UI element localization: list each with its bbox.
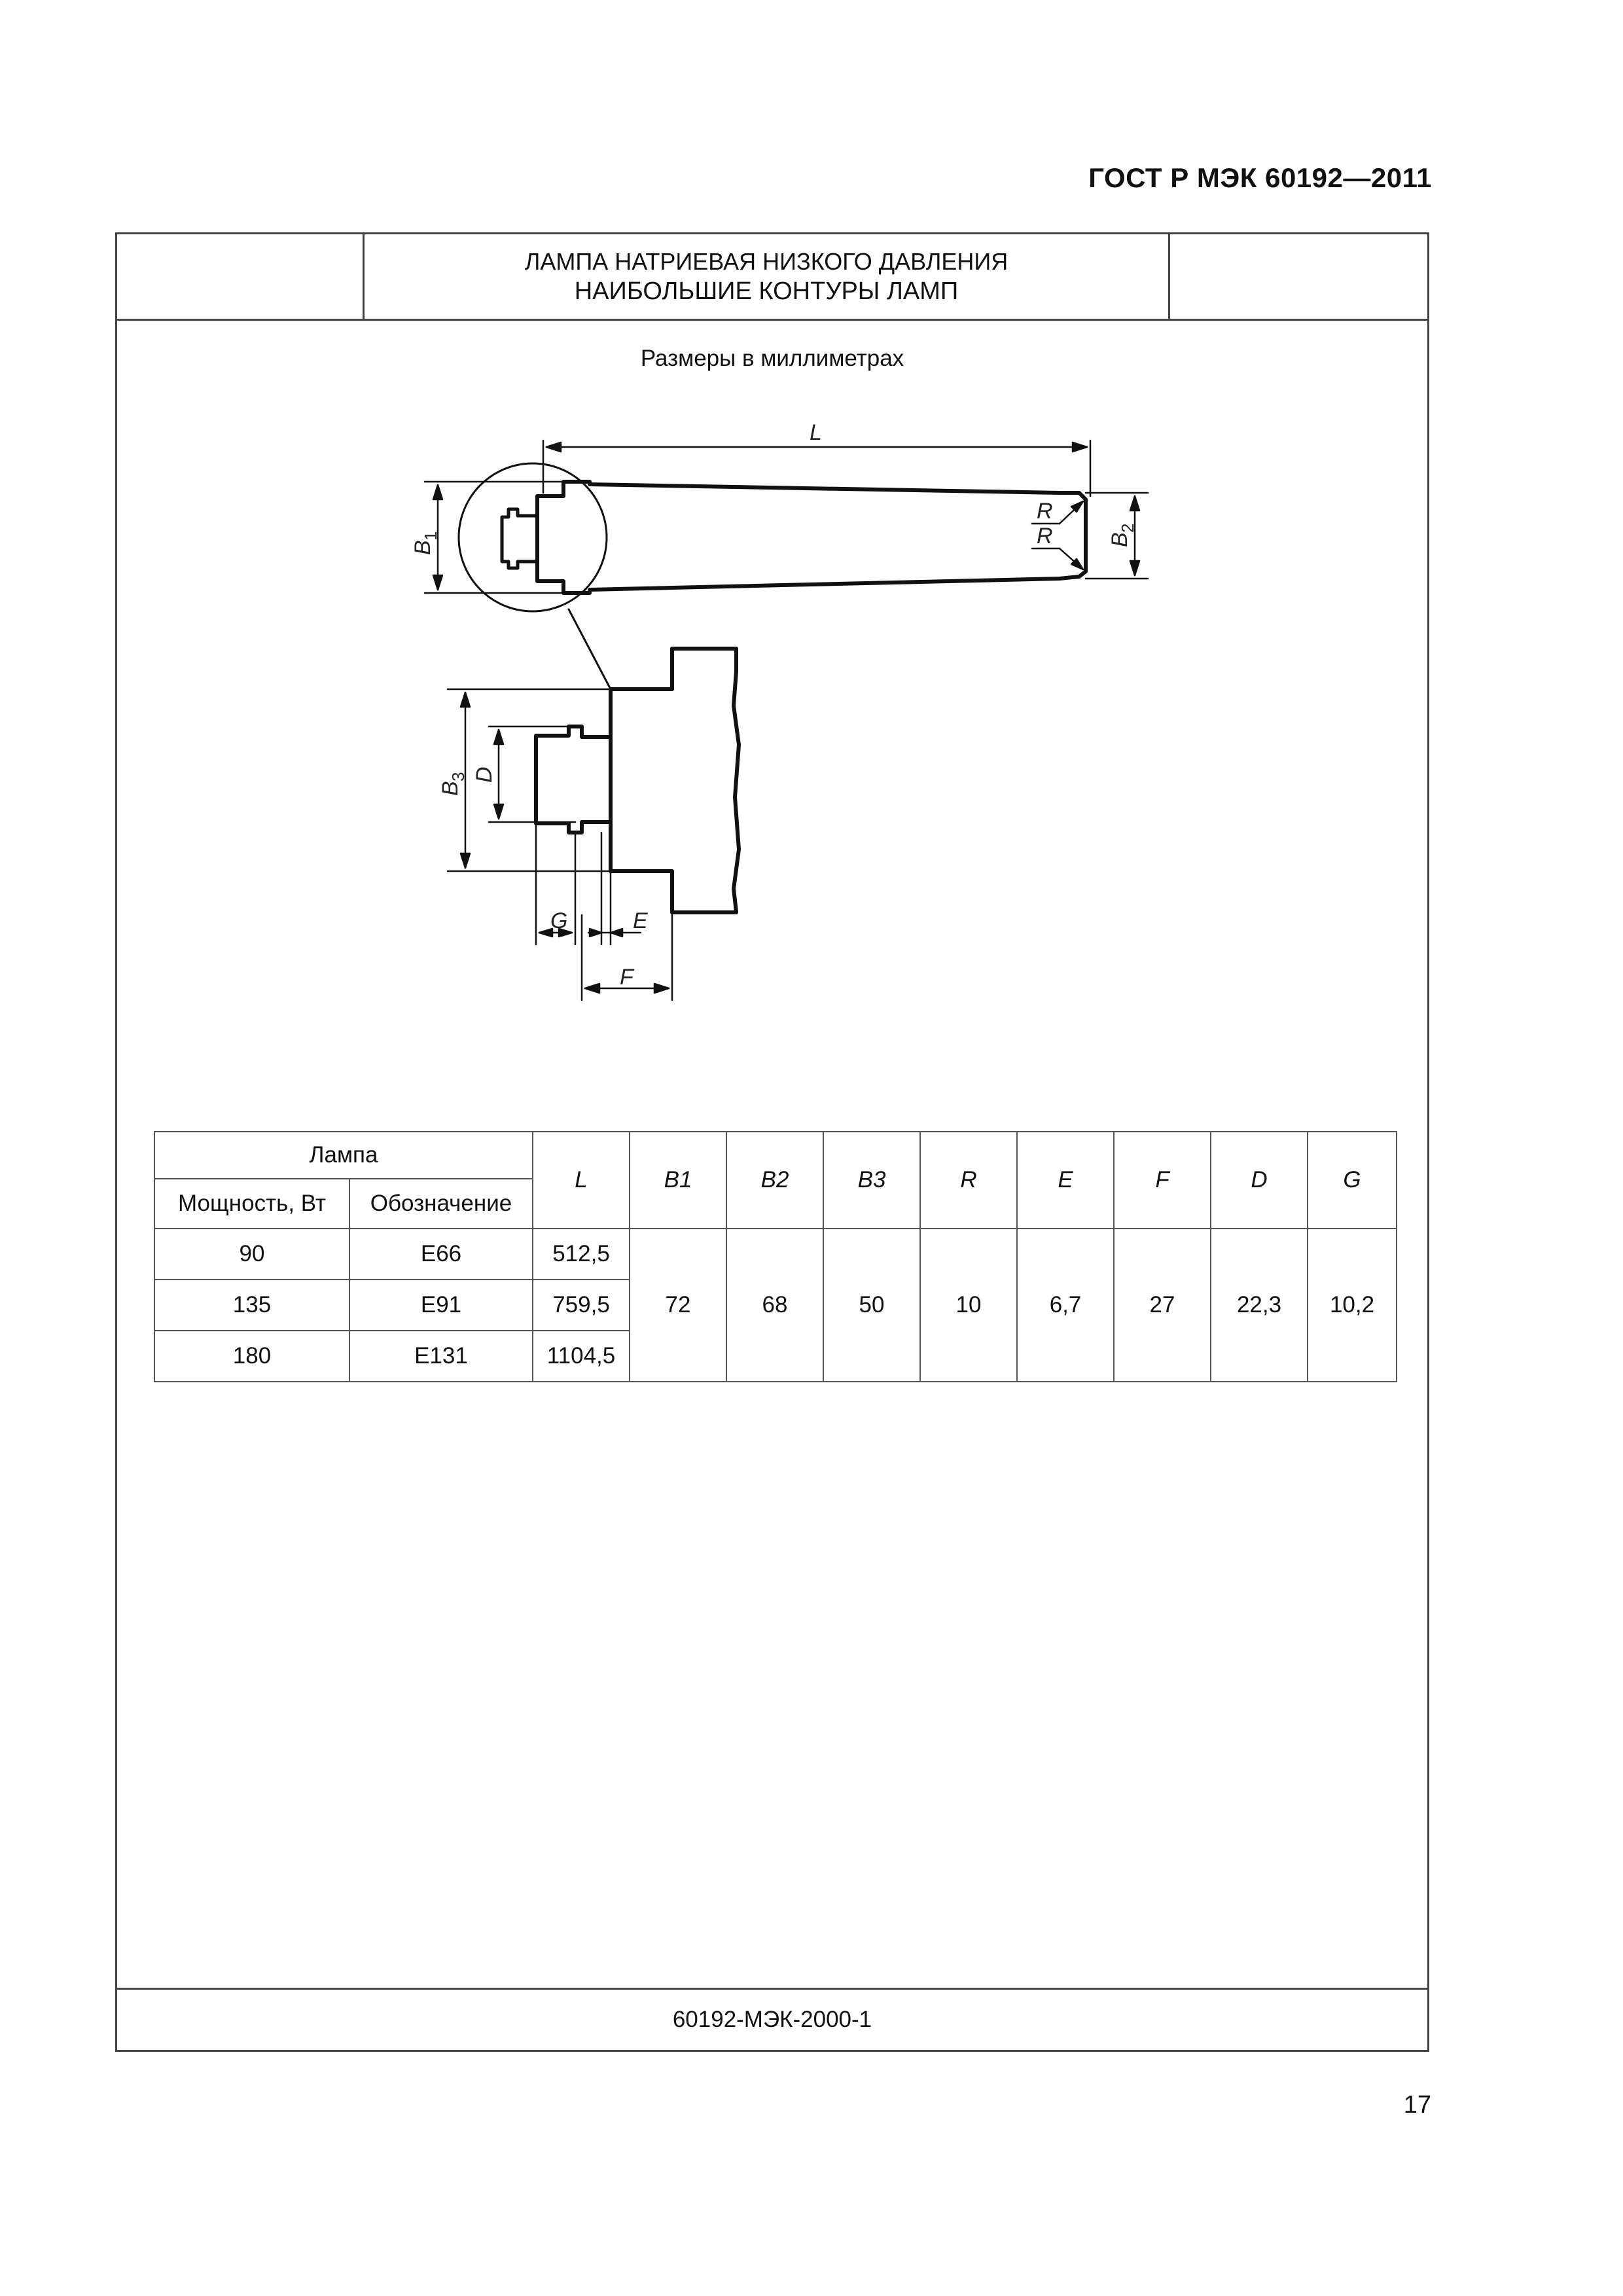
dimensions-table <box>154 1131 1397 1382</box>
detail-cap-outline <box>611 649 739 912</box>
title-line-1: ЛАМПА НАТРИЕВАЯ НИЗКОГО ДАВЛЕНИЯ <box>524 247 1008 275</box>
dimension-D <box>489 726 575 822</box>
header-B2: B2 <box>726 1132 823 1229</box>
detail-circle <box>459 463 607 611</box>
cell-D: 22,3 <box>1211 1229 1308 1382</box>
cell-R: 10 <box>920 1229 1017 1382</box>
label-D: D <box>472 766 497 783</box>
label-B3-subscript: 3 <box>448 772 468 781</box>
label-R-lower: R <box>1037 524 1053 548</box>
header-D: D <box>1211 1132 1308 1229</box>
label-F: F <box>620 965 633 990</box>
cell-power: 90 <box>154 1229 349 1280</box>
title-line-2: НАИБОЛЬШИЕ КОНТУРЫ ЛАМП <box>574 277 959 305</box>
header-designation: Обозначение <box>349 1179 533 1229</box>
cell-power: 180 <box>154 1331 349 1382</box>
cell-power: 135 <box>154 1280 349 1331</box>
cell-designation: E131 <box>349 1331 533 1382</box>
header-power: Мощность, Вт <box>154 1179 349 1229</box>
sheet-frame <box>115 232 1429 2052</box>
label-L: L <box>810 420 822 445</box>
detail-base-pins <box>536 726 611 833</box>
cell-B2: 68 <box>726 1229 823 1382</box>
cell-B3: 50 <box>823 1229 920 1382</box>
label-B1-subscript: 1 <box>421 531 440 541</box>
lamp-body-outline <box>537 482 1086 593</box>
cell-E: 6,7 <box>1017 1229 1114 1382</box>
label-B2-subscript: 2 <box>1118 523 1137 533</box>
label-B1: B <box>410 540 435 555</box>
units-note: Размеры в миллиметрах <box>640 346 904 371</box>
cell-designation: E66 <box>349 1229 533 1280</box>
lamp-outline-drawing <box>117 234 1431 1085</box>
standard-designation: ГОСТ Р МЭК 60192—2011 <box>1088 162 1432 193</box>
label-B3: B <box>438 781 463 796</box>
header-E: E <box>1017 1132 1114 1229</box>
page-number: 17 <box>1403 2091 1431 2119</box>
cell-L: 512,5 <box>533 1229 630 1280</box>
cell-L: 1104,5 <box>533 1331 630 1382</box>
sheet-code: 60192-МЭК-2000-1 <box>117 1988 1427 2050</box>
table-row <box>154 1229 1397 1280</box>
label-B2: B <box>1107 532 1132 547</box>
header-R: R <box>920 1132 1017 1229</box>
cell-G: 10,2 <box>1308 1229 1397 1382</box>
label-R-upper: R <box>1037 499 1053 524</box>
label-E: E <box>633 908 648 933</box>
header-B3: B3 <box>823 1132 920 1229</box>
cell-B1: 72 <box>630 1229 726 1382</box>
header-L: L <box>533 1132 630 1229</box>
cell-L: 759,5 <box>533 1280 630 1331</box>
header-G: G <box>1308 1132 1397 1229</box>
header-B1: B1 <box>630 1132 726 1229</box>
header-F: F <box>1114 1132 1211 1229</box>
cell-F: 27 <box>1114 1229 1211 1382</box>
lamp-cap-small <box>502 509 537 568</box>
header-lamp-group: Лампа <box>154 1132 533 1179</box>
cell-designation: E91 <box>349 1280 533 1331</box>
label-G: G <box>550 908 568 933</box>
detail-leader-line <box>569 609 611 689</box>
